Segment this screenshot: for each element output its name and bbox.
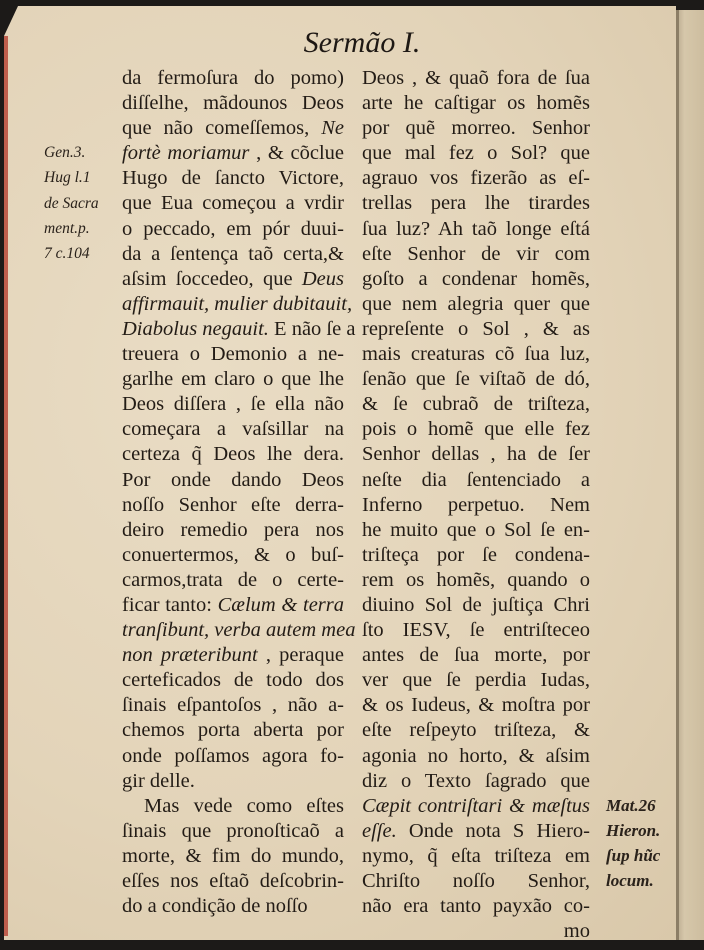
text-line <box>122 91 344 116</box>
text-segment: he muito que o Sol ſe en- <box>362 518 590 541</box>
text-line <box>122 191 344 216</box>
text-segment: trellas pera lhe tirardes <box>362 192 590 215</box>
text-segment: diz o Texto ſagrado que <box>362 769 590 792</box>
text-line <box>122 844 344 869</box>
text-segment: arte he caſtigar os homẽs <box>362 92 590 115</box>
text-line <box>122 442 344 467</box>
text-line <box>122 468 344 493</box>
text-segment: mo <box>563 920 590 943</box>
text-segment: treuera o Demonio a ne- <box>122 343 344 366</box>
text-segment: da a ſentença taõ certa,& <box>122 242 344 265</box>
text-line <box>122 643 344 668</box>
text-segment: nymo, q̃ eſta triſteza em <box>362 844 590 867</box>
text-segment: o peccado, em pór duui- <box>122 217 344 240</box>
latin-quotation: tranſibunt, verba autem mea <box>122 619 356 642</box>
latin-quotation: Cæpit contriſtari & mæſtus <box>362 794 590 817</box>
text-line <box>362 869 590 894</box>
margin-citation: 7 c.104 <box>44 244 90 262</box>
text-segment: Deos diſſera , ſe ella não <box>122 393 344 416</box>
text-line <box>362 417 590 442</box>
text-line <box>362 894 590 919</box>
text-segment: ſinais eſpantoſos , não a- <box>122 694 344 717</box>
text-line <box>362 518 590 543</box>
margin-citation: Hug l.1 <box>44 169 91 187</box>
text-line <box>362 317 590 342</box>
text-segment: mais creaturas cõ ſua luz, <box>362 343 590 366</box>
text-segment: conuertermos, & o buſ- <box>122 543 344 566</box>
text-segment: Hugo de ſancto Victore, <box>122 167 344 190</box>
text-segment: agrauo vos fizerão as eſ- <box>362 167 590 190</box>
text-segment: diſſelhe, mãdounos Deos <box>122 92 344 115</box>
running-title: Sermão I. <box>303 26 421 59</box>
text-line <box>362 693 590 718</box>
text-segment: triſteça por ſe condena- <box>362 543 590 566</box>
text-line <box>122 317 356 342</box>
text-line <box>362 718 590 743</box>
text-line <box>122 568 344 593</box>
text-segment: ſua luz? Ah taõ longe eſtá <box>362 217 590 240</box>
text-segment: da fermoſura do pomo) <box>122 67 344 89</box>
text-line <box>362 166 590 191</box>
latin-quotation: non præteribunt <box>122 644 258 667</box>
text-line <box>362 217 590 242</box>
margin-citation: Mat.26 <box>606 795 656 815</box>
text-line <box>362 744 590 769</box>
text-segment: Senhor dellas , ha de ſer <box>362 443 590 466</box>
text-segment: Mas vede como eſtes <box>144 794 344 817</box>
text-line <box>122 794 344 819</box>
text-segment: não era tanto payxão co- <box>362 895 590 918</box>
text-segment: certeza q̃ Deos lhe dera. <box>122 443 344 466</box>
text-segment: Chriſto noſſo Senhor, <box>362 870 590 892</box>
text-line <box>122 869 344 894</box>
text-line <box>122 417 344 442</box>
text-segment: Por onde dando Deos <box>122 468 344 491</box>
text-line <box>122 543 344 568</box>
text-line <box>122 518 344 543</box>
text-segment: noſſo Senhor eſte derra- <box>122 493 344 516</box>
text-line <box>122 392 344 417</box>
latin-quotation: fortè moriamur <box>122 142 250 165</box>
margin-citation: Gen.3. <box>44 144 86 162</box>
text-line <box>362 292 590 317</box>
text-line <box>122 718 344 743</box>
text-segment: carmos,trata de o certe- <box>122 568 344 591</box>
text-segment: ſenão que ſe viſtaõ de dó, <box>362 368 590 391</box>
text-line <box>122 342 344 367</box>
text-line <box>122 292 353 317</box>
text-segment: certeficados de todo dos <box>122 669 344 692</box>
text-segment: Onde nota S Hiero- <box>396 819 590 842</box>
text-segment: ver que ſe perdia Iudas, <box>362 669 590 692</box>
text-segment: por quẽ morreo. Senhor <box>362 117 590 140</box>
latin-quotation: Deus <box>301 267 344 290</box>
text-segment: garlhe em claro o que lhe <box>122 368 344 391</box>
text-segment: ficar tanto: <box>122 593 218 616</box>
text-line <box>362 769 590 794</box>
text-line <box>362 367 590 392</box>
text-segment: Deos , & quaõ fora de ſua <box>362 67 590 89</box>
text-segment: que Eua começou a vrdir <box>122 192 344 215</box>
text-line <box>122 367 344 392</box>
latin-quotation: Diabolus negauit. <box>122 317 269 340</box>
text-segment: rem os homẽs, quando o <box>362 568 590 591</box>
latin-quotation: Cælum & terra <box>217 593 344 616</box>
right-text-column <box>362 66 590 944</box>
text-line <box>362 919 590 944</box>
text-segment: & os Iudeus, & moſtra por <box>362 694 590 717</box>
margin-citation: locum. <box>606 871 654 891</box>
text-segment: , & cõclue <box>249 142 344 165</box>
text-line <box>122 66 344 91</box>
text-line <box>122 116 344 141</box>
text-line <box>122 141 344 166</box>
text-segment: Inferno perpetuo. Nem <box>362 493 590 516</box>
text-segment: chemos porta aberta por <box>122 719 344 742</box>
text-line <box>362 819 590 844</box>
text-line <box>122 217 344 242</box>
text-line <box>362 66 590 91</box>
text-segment: E não ſe a <box>268 317 356 340</box>
text-line <box>122 166 344 191</box>
text-line <box>122 618 356 643</box>
text-segment: eſte Senhor de vir com <box>362 242 590 265</box>
text-segment: , peraque <box>257 644 344 667</box>
text-segment: que mal fez o Sol? que <box>362 142 590 165</box>
text-line <box>362 191 590 216</box>
text-line <box>362 844 590 869</box>
text-segment: que não comeſſemos, <box>122 117 322 140</box>
margin-citation: Hieron. <box>606 821 661 840</box>
text-segment: começara a vaſsillar na <box>122 418 344 441</box>
latin-quotation: eſſe. <box>362 819 397 842</box>
text-line <box>362 618 590 643</box>
text-line <box>122 593 344 618</box>
text-line <box>122 668 344 693</box>
text-segment: que nem alegria quer que <box>362 292 590 315</box>
text-segment: onde poſſamos agora fo- <box>122 744 344 767</box>
text-segment: ſinais que pronoſticaõ a <box>122 819 344 842</box>
text-segment: neſte dia ſentenciado a <box>362 468 590 491</box>
latin-quotation: affirmauit, mulier dubitauit, <box>122 292 353 315</box>
text-line <box>362 392 590 417</box>
text-line <box>122 693 344 718</box>
text-line <box>362 794 590 819</box>
text-segment: pois o homẽ que elle fez <box>362 418 590 441</box>
text-line <box>362 493 590 518</box>
text-segment: repreſente o Sol , & as <box>362 317 590 340</box>
text-line <box>362 468 590 493</box>
text-line <box>122 493 344 518</box>
latin-quotation: Ne <box>321 117 344 140</box>
text-line <box>122 894 344 919</box>
text-segment: eſſes nos eſtaõ deſcobrin- <box>122 870 344 892</box>
text-segment: & ſe cubraõ de triſteza, <box>362 393 590 416</box>
margin-citation: ment.p. <box>44 219 90 237</box>
text-line <box>362 543 590 568</box>
red-page-edge <box>4 36 8 936</box>
text-segment: do a condição de noſſo <box>122 895 308 918</box>
text-line <box>362 568 590 593</box>
text-line <box>362 116 590 141</box>
text-line <box>362 668 590 693</box>
margin-citation: de Sacra <box>44 194 99 212</box>
text-line <box>362 242 590 267</box>
text-line <box>362 442 590 467</box>
text-segment: ſto IESV, ſe entriſteceo <box>362 619 590 642</box>
text-segment: diuino Sol de juſtiça Chri <box>362 593 590 616</box>
text-line <box>122 242 344 267</box>
text-line <box>362 342 590 367</box>
text-segment: gir delle. <box>122 769 195 792</box>
text-segment: deiro remedio pera nos <box>122 518 344 541</box>
next-page-edge <box>676 10 704 940</box>
text-line <box>362 643 590 668</box>
text-line <box>122 769 344 794</box>
text-segment: goſto a condenar homẽs, <box>362 267 590 290</box>
text-line <box>362 267 590 292</box>
page-gutter <box>676 10 679 940</box>
text-segment: morte, & fim do mundo, <box>122 844 344 867</box>
text-line <box>122 267 344 292</box>
text-segment: antes de ſua morte, por <box>362 644 590 667</box>
text-line <box>122 744 344 769</box>
text-segment: aſsim ſoccedeo, que <box>122 267 302 290</box>
text-segment: agonia no horto, & aſsim <box>362 744 590 767</box>
text-line <box>362 141 590 166</box>
text-line <box>362 593 590 618</box>
margin-citation: ſup hũc <box>606 846 661 866</box>
text-line <box>122 819 344 844</box>
text-segment: eſte reſpeyto triſteza, & <box>362 719 590 742</box>
text-line <box>362 91 590 116</box>
left-text-column <box>122 66 356 919</box>
